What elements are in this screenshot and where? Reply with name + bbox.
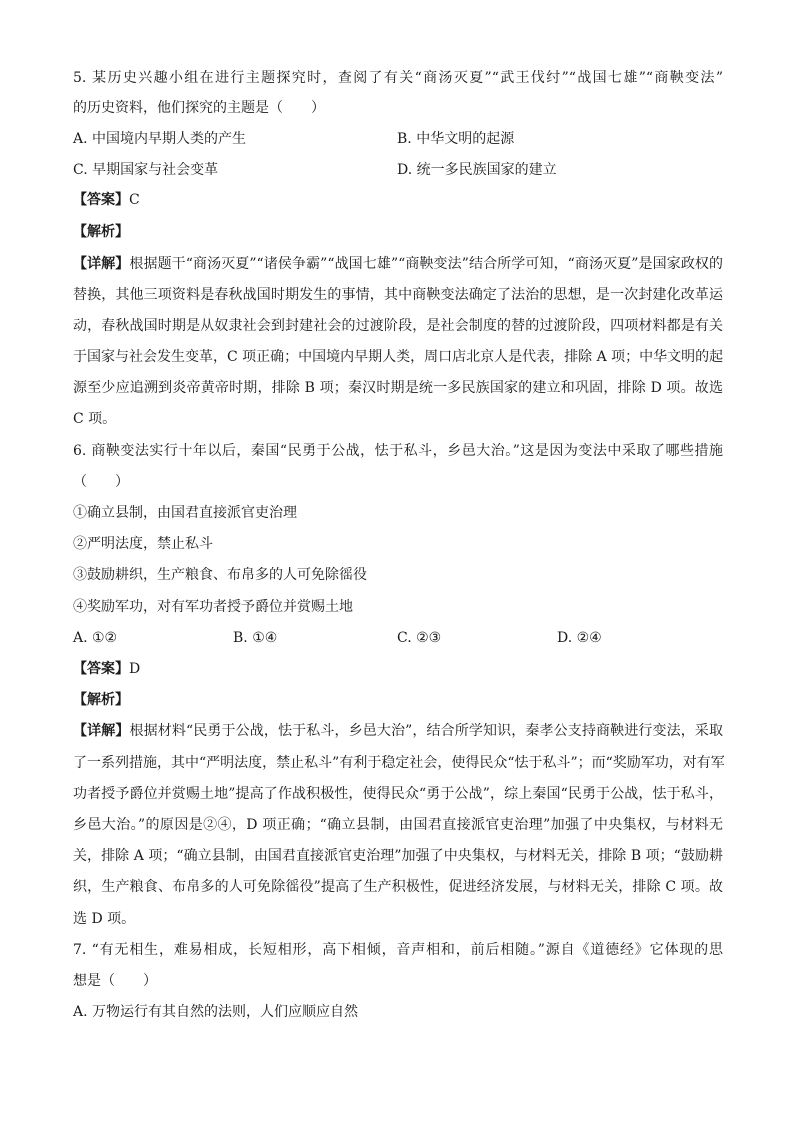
q5-detail-line-5: 源至少应追溯到炎帝黄帝时期，排除 B 项；秦汉时期是统一多民族国家的建立和巩固，排除 D 项。故选 xyxy=(73,380,723,396)
q5-analysis-tag: 【解析】 xyxy=(73,224,129,240)
q5-answer-value: C xyxy=(129,192,140,208)
q6-answer-value: D xyxy=(129,661,141,677)
q5-detail-line-3: 动，春秋战国时期是从奴隶社会到封建社会的过渡阶段，是社会制度的替的过渡阶段，四项材料都是有关 xyxy=(73,318,723,334)
q5-stem-line-1: 5. 某历史兴趣小组在进行主题探究时，查阅了有关“商汤灭夏”“武王伐纣”“战国七雄”“商鞅变法” xyxy=(73,70,723,86)
q5-option-b: B. 中华文明的起源 xyxy=(397,131,515,147)
q6-detail-line-4: 乡邑大治。”的原因是②④，D 项正确；“确立县制，由国君直接派官吏治理”加强了中央集权，与材料无 xyxy=(73,817,723,833)
q6-option-b: B. ①④ xyxy=(233,630,278,646)
q6-option-c: C. ②③ xyxy=(397,630,442,646)
q5-detail-line-2: 替换，其他三项资料是春秋战国时期发生的事情，其中商鞅变法确定了法治的思想，是一次封建化改革运 xyxy=(73,287,723,303)
detail-tag: 【详解】 xyxy=(73,723,130,739)
q6-item-3: ③鼓励耕织，生产粮食、布帛多的人可免除徭役 xyxy=(73,567,367,583)
q6-item-4: ④奖励军功，对有军功者授予爵位并赏赐土地 xyxy=(73,599,353,615)
q5-option-d: D. 统一多民族国家的建立 xyxy=(397,162,557,178)
q5-stem-line-2: 的历史资料，他们探究的主题是（ ） xyxy=(73,100,325,116)
q6-detail-line-6: 织，生产粮食、布帛多的人可免除徭役”提高了生产积极性，促进经济发展，与材料无关，排除 C 项。故 xyxy=(73,879,723,895)
detail-tag: 【详解】 xyxy=(73,256,130,272)
q6-item-1: ①确立县制，由国君直接派官吏治理 xyxy=(73,505,297,521)
q5-detail-line-4: 于国家与社会发生变革，C 项正确；中国境内早期人类，周口店北京人是代表，排除 A 项；中华文明的起 xyxy=(73,349,724,365)
answer-tag: 【答案】 xyxy=(73,192,129,208)
q6-option-a: A. ①② xyxy=(73,630,118,646)
q5-answer xyxy=(73,190,723,210)
q6-stem-line-1: 6. 商鞅变法实行十年以后，秦国“民勇于公战，怯于私斗，乡邑大治。”这是因为变法中采取了哪些措施 xyxy=(73,443,723,459)
q6-detail-line-1: 【详解】根据材料“民勇于公战，怯于私斗，乡邑大治”，结合所学知识，秦孝公支持商鞅进行变法，采取 xyxy=(73,723,724,739)
q5-option-a: A. 中国境内早期人类的产生 xyxy=(73,131,247,147)
q5-detail-line-6: C 项。 xyxy=(73,411,117,427)
q7-stem-line-2: 想是（ ） xyxy=(73,973,157,989)
q6-detail-line-3: 功者授予爵位并赏赐土地”提高了作战积极性，使得民众“勇于公战”，综上秦国“民勇于公战，怯于私斗， xyxy=(73,786,723,802)
q6-answer xyxy=(73,659,723,679)
q6-item-2: ②严明法度，禁止私斗 xyxy=(73,536,213,552)
q6-analysis-tag: 【解析】 xyxy=(73,692,129,708)
q6-option-d: D. ②④ xyxy=(557,630,602,646)
q7-stem-line-1: 7. “有无相生，难易相成，长短相形，高下相倾，音声相和，前后相随。”源自《道德经》它体现的思 xyxy=(73,942,723,958)
q6-detail-line-5: 关，排除 A 项；“确立县制，由国君直接派官吏治理”加强了中央集权，与材料无关，排除 B 项；“鼓励耕 xyxy=(73,848,723,864)
q7-option-a: A. 万物运行有其自然的法则，人们应顺应自然 xyxy=(73,1004,359,1020)
q6-detail-line-7: 选 D 项。 xyxy=(73,911,136,927)
q5-detail-line-1: 【详解】根据题干“商汤灭夏”“诸侯争霸”“战国七雄”“商鞅变法”结合所学可知，“商汤灭夏”是国家政权的 xyxy=(73,256,724,272)
q6-detail-line-2: 了一系列措施，其中“严明法度，禁止私斗”有利于稳定社会，使得民众“怯于私斗”；而“奖励军功，对有军 xyxy=(73,755,725,771)
answer-tag: 【答案】 xyxy=(73,661,129,677)
q6-stem-line-2: （ ） xyxy=(73,474,129,490)
q5-option-c: C. 早期国家与社会变革 xyxy=(73,162,219,178)
